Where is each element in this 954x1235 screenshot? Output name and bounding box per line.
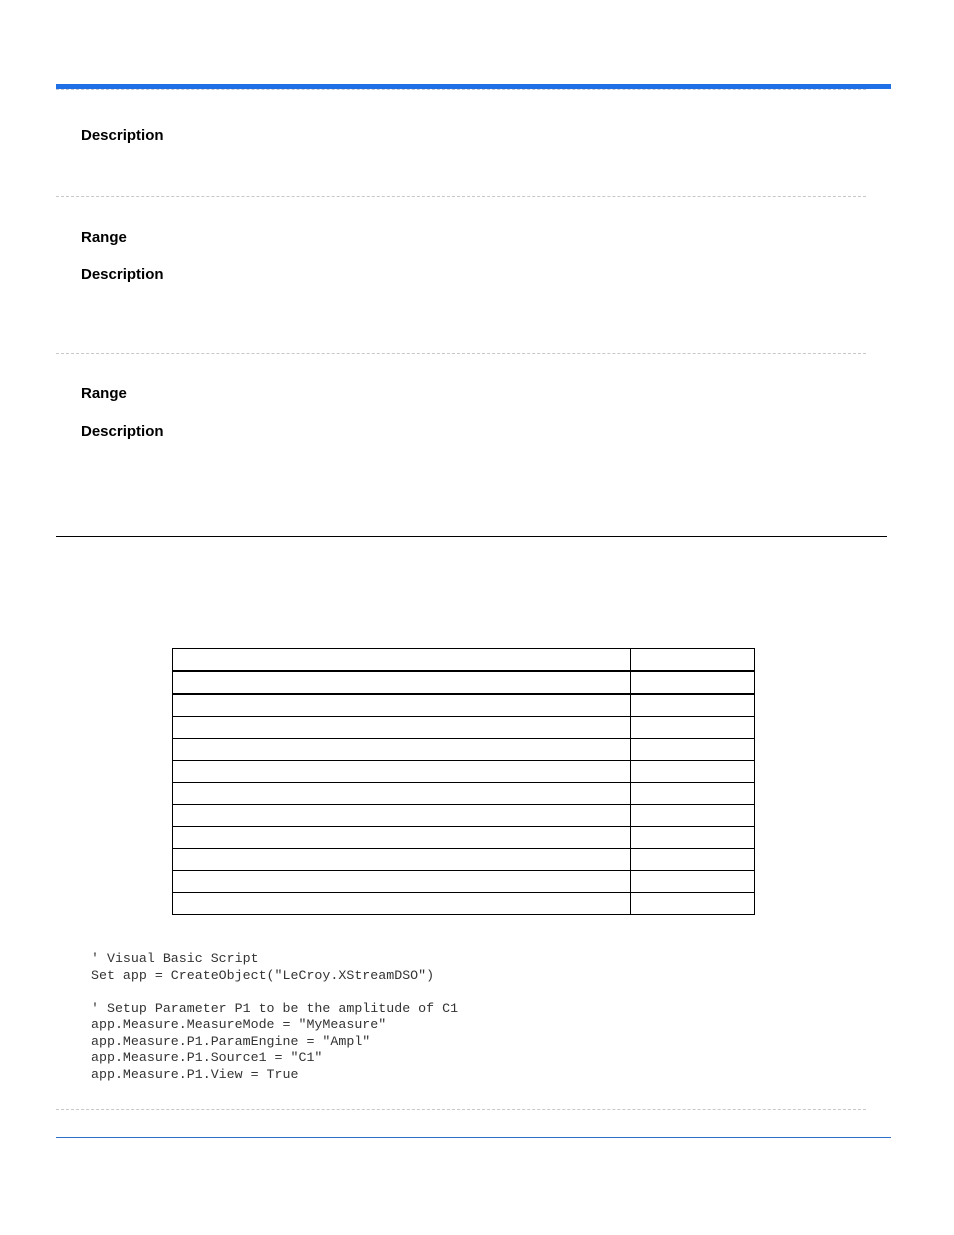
- code-line: ' Visual Basic Script: [91, 951, 259, 966]
- table-row: [173, 871, 755, 893]
- table-row: [173, 694, 755, 717]
- table-cell: [631, 849, 755, 871]
- table-cell: [173, 893, 631, 915]
- table-cell: [173, 783, 631, 805]
- section-divider-2: [56, 353, 866, 354]
- table-row: [173, 893, 755, 915]
- table-cell: [173, 717, 631, 739]
- parameter-table: [172, 648, 755, 915]
- code-line: Set app = CreateObject("LeCroy.XStreamDSO"): [91, 967, 435, 983]
- table-cell: [631, 649, 755, 672]
- section-2-description-heading: Description: [81, 266, 164, 283]
- table-cell: [631, 827, 755, 849]
- table-row: [173, 671, 755, 694]
- table-cell: [631, 761, 755, 783]
- table-row: [173, 783, 755, 805]
- table-cell: [173, 649, 631, 672]
- table-cell: [631, 671, 755, 694]
- table-cell: [631, 805, 755, 827]
- table-cell: [173, 871, 631, 893]
- table-cell: [173, 761, 631, 783]
- header-dashed-rule: [56, 89, 866, 90]
- table-row: [173, 717, 755, 739]
- code-line: app.Measure.P1.View = True: [91, 1066, 299, 1082]
- section-1-description-heading: Description: [81, 127, 164, 144]
- table-cell: [173, 849, 631, 871]
- section-3-description-heading: Description: [81, 423, 164, 440]
- table-cell: [631, 783, 755, 805]
- table-cell: [631, 717, 755, 739]
- section-end-rule: [56, 536, 887, 537]
- table-row: [173, 849, 755, 871]
- table-cell: [631, 694, 755, 717]
- section-2-range-heading: Range: [81, 229, 127, 246]
- section-3-range-heading: Range: [81, 385, 127, 402]
- table-row: [173, 805, 755, 827]
- table-cell: [631, 871, 755, 893]
- footer-rule: [56, 1137, 891, 1138]
- table-cell: [173, 827, 631, 849]
- footer-dashed-rule: [56, 1109, 866, 1110]
- table-row: [173, 739, 755, 761]
- table-cell: [631, 893, 755, 915]
- table-cell: [173, 694, 631, 717]
- table-cell: [173, 739, 631, 761]
- code-line: app.Measure.P1.ParamEngine = "Ampl": [91, 1033, 371, 1049]
- code-line: ' Setup Parameter P1 to be the amplitude of C1: [91, 1000, 459, 1016]
- vbscript-example: [91, 951, 458, 1083]
- code-line: app.Measure.P1.Source1 = "C1": [91, 1050, 323, 1065]
- table-cell: [173, 671, 631, 694]
- section-divider-1: [56, 196, 866, 197]
- table-cell: [631, 739, 755, 761]
- table-cell: [173, 805, 631, 827]
- table-header-row: [173, 649, 755, 672]
- table-row: [173, 761, 755, 783]
- table-row: [173, 827, 755, 849]
- code-line: app.Measure.MeasureMode = "MyMeasure": [91, 1017, 387, 1032]
